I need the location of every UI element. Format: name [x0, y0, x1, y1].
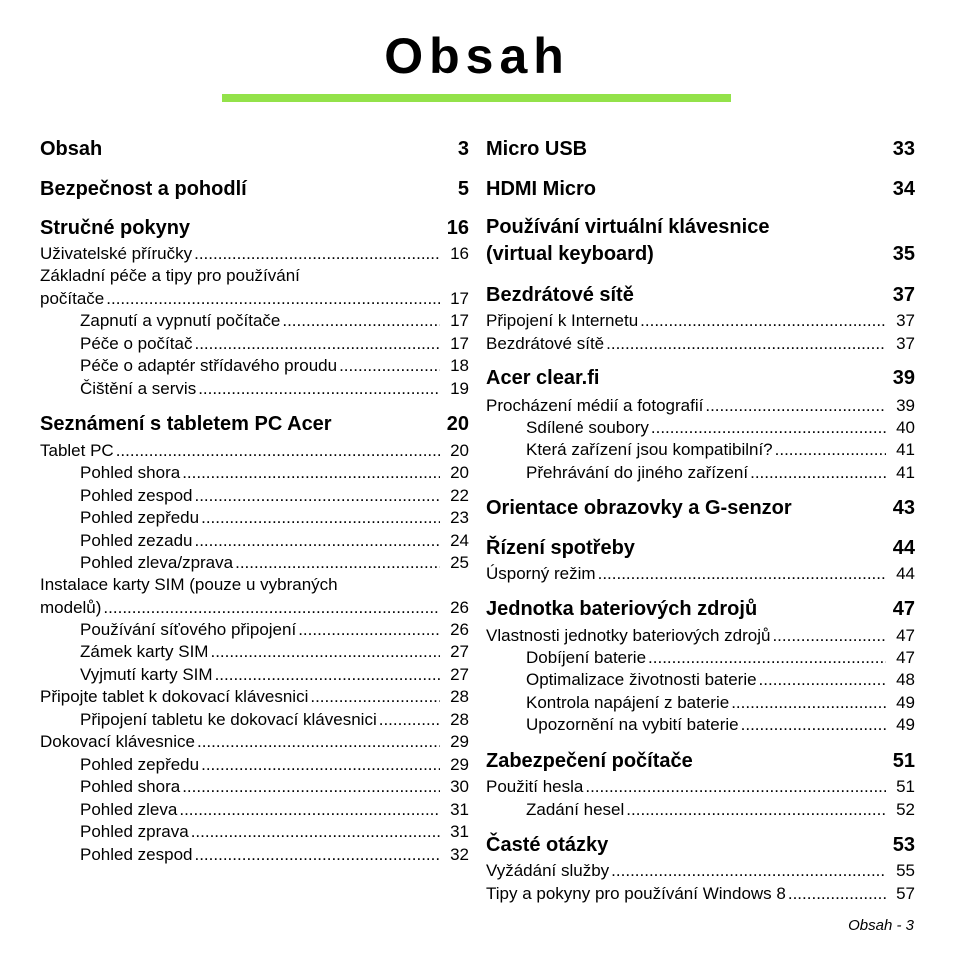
toc-entry[interactable]: [80, 776, 469, 798]
dot-leader: [197, 731, 440, 753]
entry-title: Optimalizace životnosti baterie: [526, 670, 757, 689]
page-number: 19: [450, 379, 469, 398]
dot-leader: [651, 417, 886, 439]
toc-section-strucne[interactable]: [40, 216, 469, 240]
dot-leader: [194, 333, 440, 355]
dot-leader: [194, 243, 440, 265]
page-number: 27: [450, 665, 469, 684]
page-number: 47: [896, 648, 915, 667]
entry-title: Připojte tablet k dokovací klávesnici: [40, 687, 309, 706]
toc-entry[interactable]: [40, 243, 469, 265]
page-number: 53: [892, 834, 915, 856]
dot-leader: [731, 692, 886, 714]
toc-entry[interactable]: [80, 664, 469, 686]
page-number: 17: [450, 311, 469, 330]
toc-entry-line1[interactable]: Základní péče a tipy pro používání: [40, 266, 300, 285]
section-title: HDMI Micro: [486, 178, 596, 200]
entry-title: Péče o počítač: [80, 334, 193, 353]
page-number: 28: [450, 710, 469, 729]
section-title: Obsah: [40, 138, 103, 160]
entry-title: Pohled shora: [80, 463, 181, 482]
page-footer: Obsah - 3: [848, 917, 914, 934]
toc-entry[interactable]: [40, 440, 469, 462]
page-number: 41: [896, 440, 915, 459]
dot-leader: [705, 395, 886, 417]
dot-leader: [648, 647, 886, 669]
dot-leader: [106, 288, 440, 310]
toc-section-caste[interactable]: [486, 833, 915, 857]
entry-title: Pohled zespod: [80, 486, 193, 505]
section-title: Časté otázky: [486, 834, 609, 856]
page-number: 49: [896, 693, 915, 712]
toc-entry[interactable]: [80, 619, 469, 641]
page-number: 47: [896, 626, 915, 645]
page-number: 26: [450, 598, 469, 617]
section-title: Stručné pokyny: [40, 217, 191, 239]
dot-leader: [194, 530, 440, 552]
dot-leader: [179, 799, 440, 821]
dot-leader: [379, 709, 440, 731]
entry-title: Vlastnosti jednotky bateriových zdrojů: [486, 626, 771, 645]
dot-leader: [741, 714, 886, 736]
page-number: 3: [457, 138, 469, 160]
entry-title: Pohled zepředu: [80, 755, 200, 774]
entry-title: Pohled zezadu: [80, 531, 193, 550]
toc-section-bezpecnost[interactable]: [40, 177, 469, 201]
entry-title: Pohled zprava: [80, 822, 189, 841]
page-number: 31: [450, 800, 469, 819]
dot-leader: [772, 625, 886, 647]
page-number: 5: [457, 178, 469, 200]
page-number: 17: [450, 289, 469, 308]
toc-entry[interactable]: [486, 860, 915, 882]
toc-entry[interactable]: [80, 310, 469, 332]
toc-entry[interactable]: [526, 799, 915, 821]
page-number: 16: [446, 217, 469, 239]
page-number: 34: [892, 178, 915, 200]
page-number: 28: [450, 687, 469, 706]
page-number: 22: [450, 486, 469, 505]
dot-leader: [182, 776, 440, 798]
toc-entry[interactable]: [486, 883, 915, 905]
entry-title: Která zařízení jsou kompatibilní?: [526, 440, 773, 459]
dot-leader: [194, 844, 440, 866]
toc-entry[interactable]: [526, 439, 915, 461]
dot-leader: [103, 597, 440, 619]
toc-entry[interactable]: [80, 754, 469, 776]
toc-entry[interactable]: [486, 333, 915, 355]
dot-leader: [788, 883, 886, 905]
entry-title: Zapnutí a vypnutí počítače: [80, 311, 281, 330]
dot-leader: [210, 641, 440, 663]
toc-section-bezdratove[interactable]: [486, 283, 915, 307]
toc-entry[interactable]: [526, 714, 915, 736]
toc-entry[interactable]: [80, 641, 469, 663]
page-number: 26: [450, 620, 469, 639]
entry-title: modelů): [40, 598, 102, 617]
page-number: 29: [450, 732, 469, 751]
page-number: 39: [896, 396, 915, 415]
toc-entry[interactable]: [80, 821, 469, 843]
entry-title: Pohled zleva: [80, 800, 178, 819]
toc-entry[interactable]: [80, 355, 469, 377]
entry-title: Upozornění na vybití baterie: [526, 715, 739, 734]
dot-leader: [215, 664, 440, 686]
entry-title: Připojení k Internetu: [486, 311, 639, 330]
section-title: Bezdrátové sítě: [486, 284, 634, 306]
page-number: 40: [896, 418, 915, 437]
entry-title: Tipy a pokyny pro používání Windows 8: [486, 884, 786, 903]
dot-leader: [585, 776, 886, 798]
section-title: Zabezpečení počítače: [486, 750, 693, 772]
dot-leader: [759, 669, 886, 691]
dot-leader: [750, 462, 886, 484]
toc-entry[interactable]: [80, 552, 469, 574]
dot-leader: [194, 485, 440, 507]
page-number: 32: [450, 845, 469, 864]
page-title: Obsah: [384, 28, 570, 84]
page-number: 24: [450, 531, 469, 550]
dot-leader: [775, 439, 886, 461]
entry-title: Přehrávání do jiného zařízení: [526, 463, 749, 482]
toc-entry[interactable]: [80, 378, 469, 400]
entry-title: Používání síťového připojení: [80, 620, 297, 639]
dot-leader: [235, 552, 440, 574]
dot-leader: [611, 860, 886, 882]
dot-leader: [298, 619, 440, 641]
page-number: 51: [896, 777, 915, 796]
entry-title: Pohled zepředu: [80, 508, 200, 527]
toc-section-seznameni[interactable]: [40, 412, 469, 436]
page-number: 37: [896, 334, 915, 353]
toc-entry[interactable]: [526, 462, 915, 484]
toc-entry[interactable]: [486, 563, 915, 585]
dot-leader: [339, 355, 440, 377]
section-title: Micro USB: [486, 138, 588, 160]
dot-leader: [201, 507, 440, 529]
toc-entry[interactable]: [40, 597, 469, 619]
page-number: 30: [450, 777, 469, 796]
section-title: Řízení spotřeby: [486, 537, 635, 559]
toc-entry[interactable]: [40, 686, 469, 708]
section-title: Acer clear.fi: [486, 367, 600, 389]
toc-section-rizeni[interactable]: [486, 536, 915, 560]
entry-title: Pohled zespod: [80, 845, 193, 864]
dot-leader: [198, 378, 440, 400]
dot-leader: [201, 754, 440, 776]
entry-title: Zadání hesel: [526, 800, 625, 819]
dot-leader: [182, 462, 440, 484]
toc-section-orientace[interactable]: [486, 496, 915, 520]
page-number: 47: [892, 598, 915, 620]
dot-leader: [310, 686, 440, 708]
toc-section-clearfi[interactable]: [486, 366, 915, 390]
page-number: 57: [896, 884, 915, 903]
page-number: 43: [892, 497, 915, 519]
page-number: 48: [896, 670, 915, 689]
toc-entry[interactable]: [80, 799, 469, 821]
section-title: Orientace obrazovky a G-senzor: [486, 497, 792, 519]
entry-title: Péče o adaptér střídavého proudu: [80, 356, 338, 375]
page-number: 35: [892, 243, 915, 265]
dot-leader: [282, 310, 440, 332]
toc-entry[interactable]: [80, 462, 469, 484]
toc-section-jednotka[interactable]: [486, 597, 915, 621]
toc-entry[interactable]: [80, 333, 469, 355]
dot-leader: [606, 333, 886, 355]
page-number: 37: [896, 311, 915, 330]
page-number: 31: [450, 822, 469, 841]
page-number: 27: [450, 642, 469, 661]
entry-title: Sdílené soubory: [526, 418, 649, 437]
page-number: 37: [892, 284, 915, 306]
page-number: 25: [450, 553, 469, 572]
toc-section-virtual-keyboard[interactable]: [486, 214, 915, 268]
page-number: 41: [896, 463, 915, 482]
toc-entry[interactable]: [40, 288, 469, 310]
dot-leader: [191, 821, 440, 843]
entry-title: Uživatelské příručky: [40, 244, 193, 263]
page-number: 17: [450, 334, 469, 353]
page-number: 33: [892, 138, 915, 160]
toc-section-zabezpeceni[interactable]: [486, 749, 915, 773]
page-number: 51: [892, 750, 915, 772]
section-title-line1: Používání virtuální klávesnice: [486, 216, 770, 238]
page-number: 49: [896, 715, 915, 734]
page-number: 20: [450, 441, 469, 460]
toc-entry[interactable]: [40, 731, 469, 753]
entry-title: Bezdrátové sítě: [486, 334, 605, 353]
title-rule: [222, 94, 731, 102]
toc-entry[interactable]: [486, 625, 915, 647]
toc-section-hdmi[interactable]: [486, 177, 915, 201]
entry-title: Pohled zleva/zprava: [80, 553, 234, 572]
toc-entry[interactable]: [486, 395, 915, 417]
toc-entry[interactable]: [526, 692, 915, 714]
entry-title: Použití hesla: [486, 777, 584, 796]
entry-title: Dobíjení baterie: [526, 648, 647, 667]
toc-entry[interactable]: [526, 669, 915, 691]
toc-entry[interactable]: [486, 310, 915, 332]
entry-title: počítače: [40, 289, 105, 308]
entry-title: Dokovací klávesnice: [40, 732, 195, 751]
entry-title: Kontrola napájení z baterie: [526, 693, 730, 712]
dot-leader: [116, 440, 440, 462]
page-number: 29: [450, 755, 469, 774]
page-number: 18: [450, 356, 469, 375]
toc-entry[interactable]: [80, 709, 469, 731]
toc-entry[interactable]: [80, 485, 469, 507]
page-number: 44: [892, 537, 915, 559]
entry-title: Čištění a servis: [80, 379, 197, 398]
page-number: 52: [896, 800, 915, 819]
section-title: Jednotka bateriových zdrojů: [486, 598, 758, 620]
toc-entry-line1[interactable]: Instalace karty SIM (pouze u vybraných: [40, 575, 338, 594]
entry-title: Vyjmutí karty SIM: [80, 665, 213, 684]
page-number: 23: [450, 508, 469, 527]
entry-title: Připojení tabletu ke dokovací klávesnici: [80, 710, 377, 729]
section-title-line2: (virtual keyboard): [486, 243, 654, 265]
toc-entry[interactable]: [80, 530, 469, 552]
toc-entry[interactable]: [486, 776, 915, 798]
page-number: 20: [446, 413, 469, 435]
page-number: 39: [892, 367, 915, 389]
toc-entry[interactable]: [80, 507, 469, 529]
entry-title: Procházení médií a fotografií: [486, 396, 704, 415]
toc-section-obsah[interactable]: [40, 137, 469, 161]
page-number: 16: [450, 244, 469, 263]
dot-leader: [640, 310, 886, 332]
page-number: 44: [896, 564, 915, 583]
dot-leader: [598, 563, 886, 585]
page-number: 55: [896, 861, 915, 880]
entry-title: Zámek karty SIM: [80, 642, 209, 661]
entry-title: Pohled shora: [80, 777, 181, 796]
page-number: 20: [450, 463, 469, 482]
entry-title: Tablet PC: [40, 441, 114, 460]
entry-title: Vyžádání služby: [486, 861, 610, 880]
section-title: Seznámení s tabletem PC Acer: [40, 413, 332, 435]
toc-entry[interactable]: [526, 647, 915, 669]
toc-entry[interactable]: [526, 417, 915, 439]
dot-leader: [626, 799, 886, 821]
entry-title: Úsporný režim: [486, 564, 596, 583]
toc-entry[interactable]: [80, 844, 469, 866]
section-title: Bezpečnost a pohodlí: [40, 178, 247, 200]
toc-section-microusb[interactable]: [486, 137, 915, 161]
